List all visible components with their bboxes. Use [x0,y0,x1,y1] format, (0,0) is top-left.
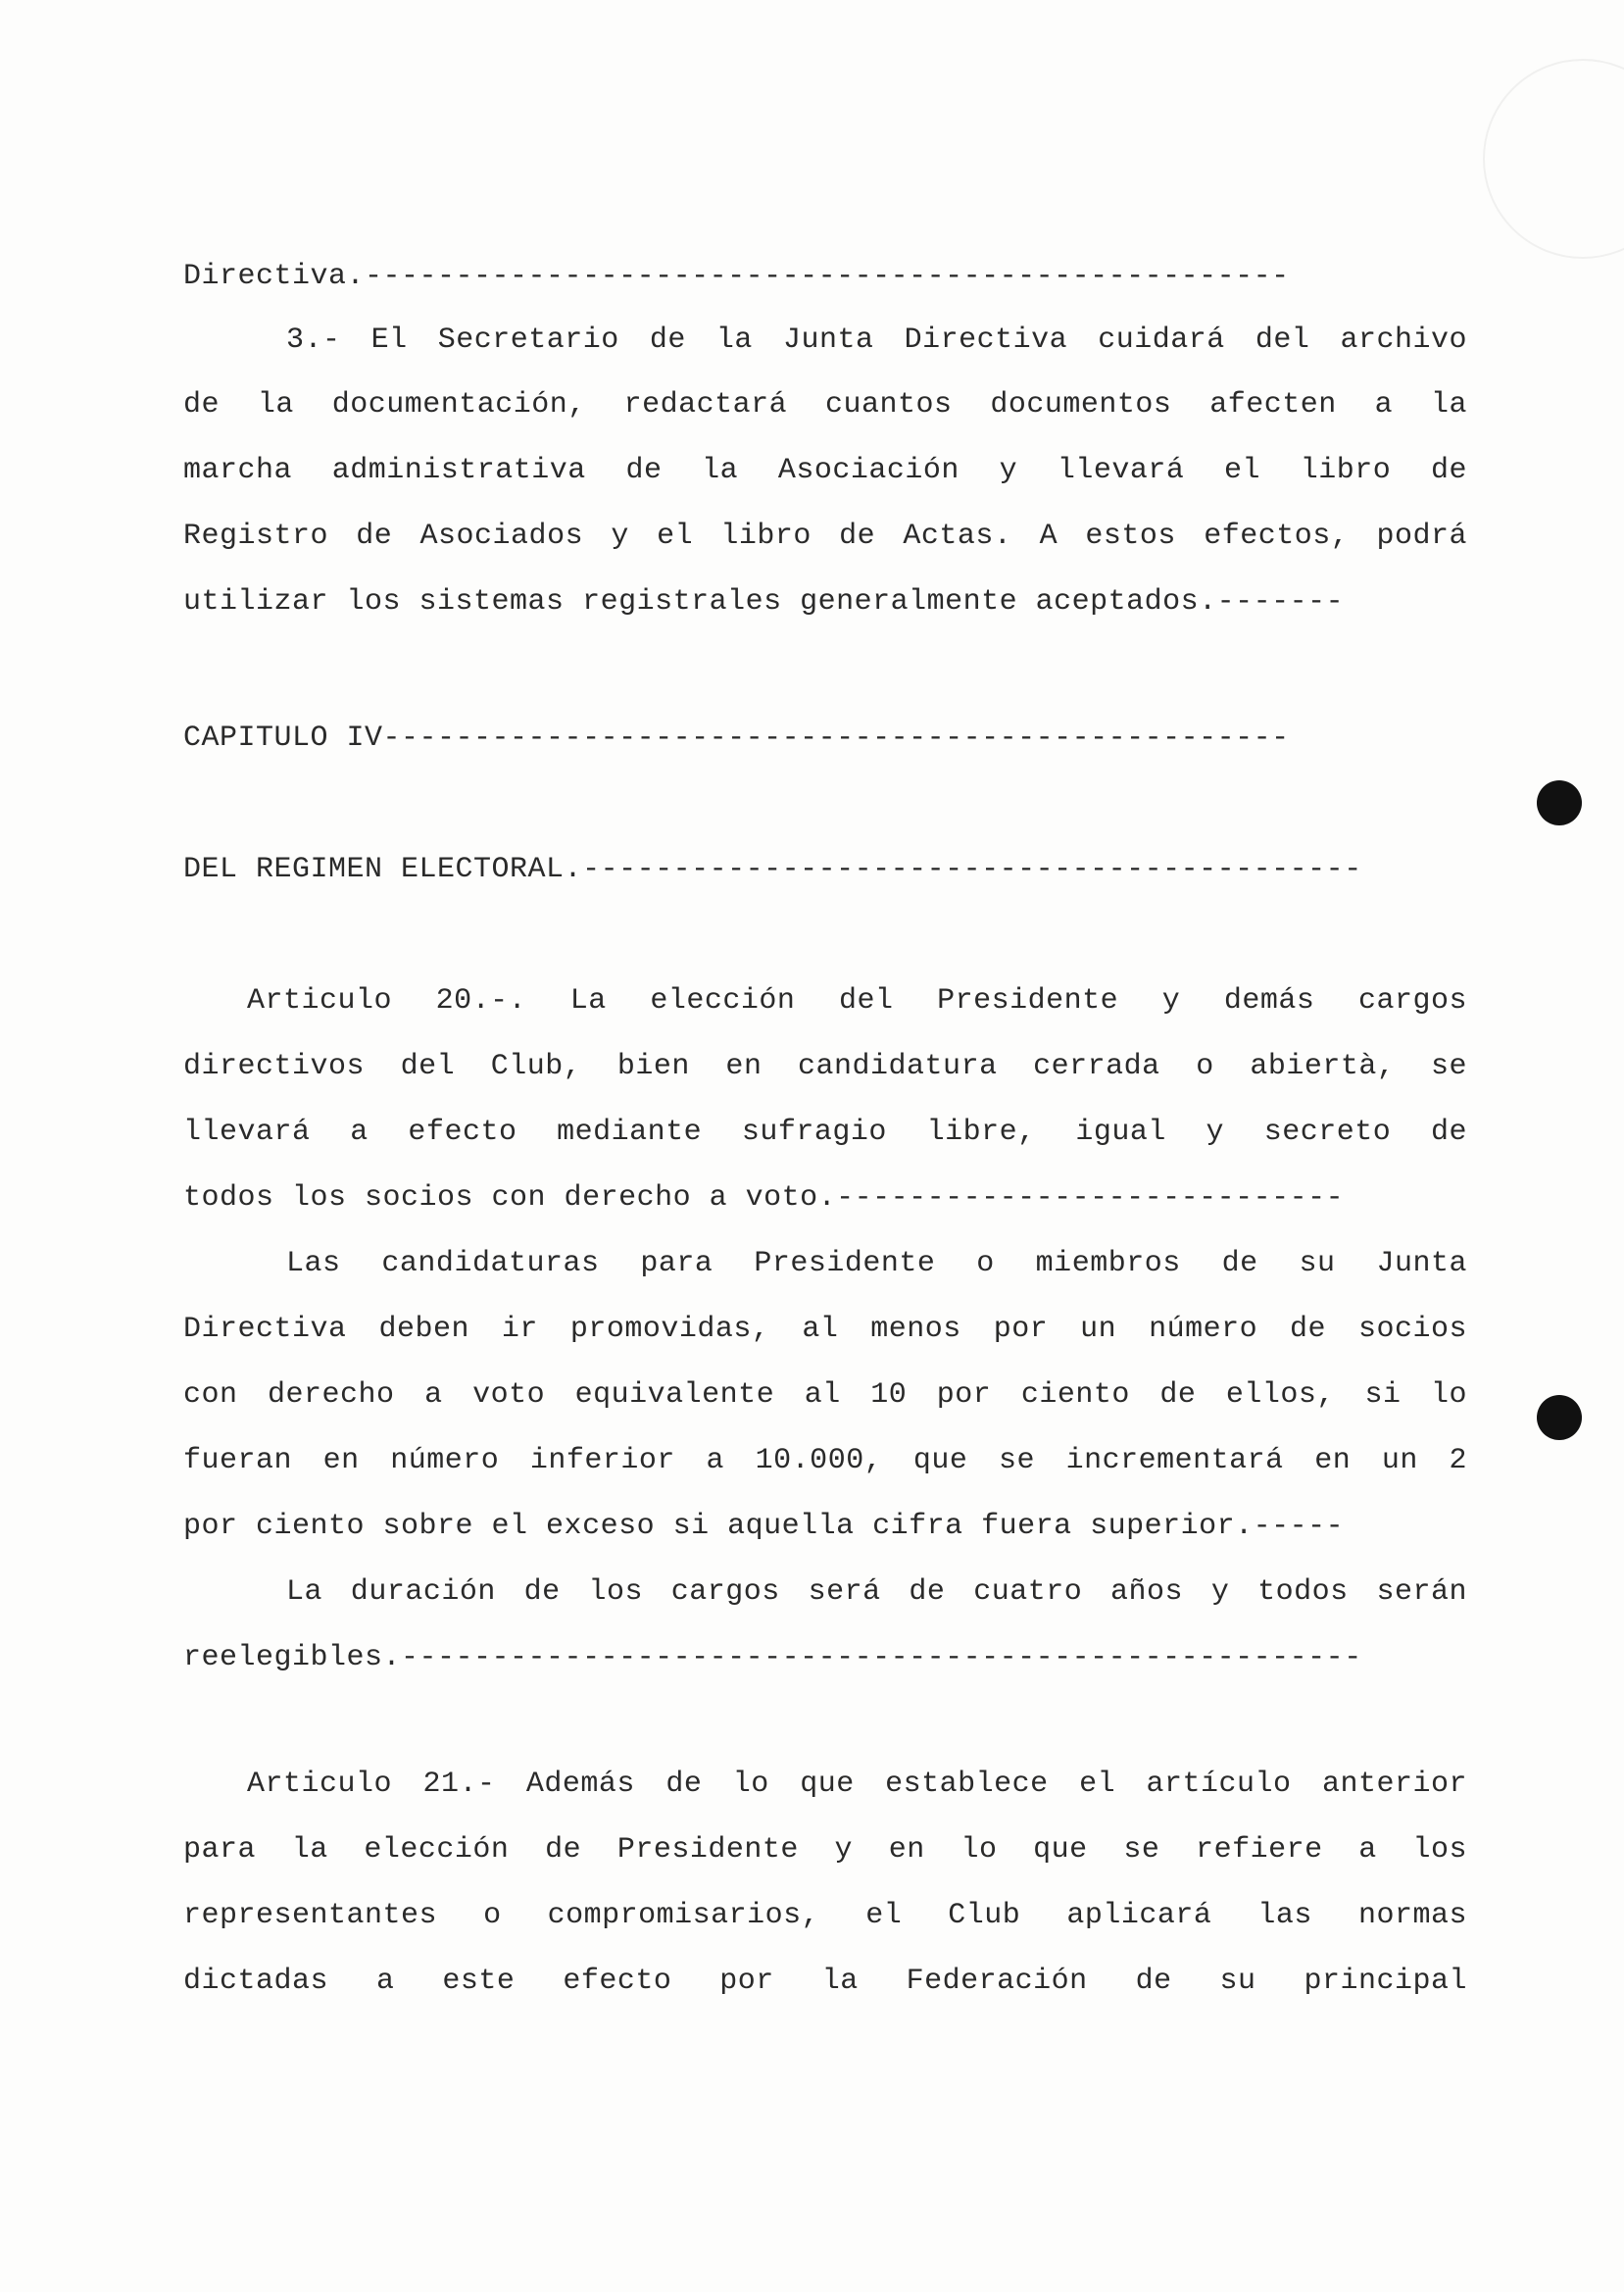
text-line: llevará a efecto mediante sufragio libre, igual y secreto de [183,1116,1467,1149]
faint-stamp-mark [1483,59,1624,259]
punch-hole [1537,1395,1582,1440]
text-line: dictadas a este efecto por la Federación de su principal [183,1965,1467,1998]
text-line: para la elección de Presidente y en lo que se refiere a los [183,1833,1467,1867]
text-line: utilizar los sistemas registrales generalmente aceptados.------- [183,585,1345,619]
text-line: marcha administrativa de la Asociación y llevará el libro de [183,454,1467,487]
text-line: Directiva deben ir promovidas, al menos por un número de socios [183,1313,1467,1346]
text-line: todos los socios con derecho a voto.---------------------------- [183,1181,1345,1215]
text-line: La duración de los cargos será de cuatro años y todos serán [286,1575,1467,1609]
text-line: Directiva.--------------------------------------------------- [183,260,1290,293]
text-line: 3.- El Secretario de la Junta Directiva cuidará del archivo [286,324,1467,357]
text-line: Registro de Asociados y el libro de Actas. A estos efectos, podrá [183,520,1467,553]
text-line: Articulo 21.- Además de lo que establece el artículo anterior [247,1768,1467,1801]
text-line: representantes o compromisarios, el Club aplicará las normas [183,1899,1467,1932]
text-line: Las candidaturas para Presidente o miembros de su Junta [286,1247,1467,1280]
text-line: de la documentación, redactará cuantos documentos afecten a la [183,388,1467,422]
text-line: con derecho a voto equivalente al 10 por ciento de ellos, si lo [183,1378,1467,1412]
chapter-subheading: DEL REGIMEN ELECTORAL.------------------------------------------- [183,853,1362,886]
chapter-heading: CAPITULO IV-------------------------------------------------- [183,722,1290,755]
text-line: fueran en número inferior a 10.000, que se incrementará en un 2 [183,1444,1467,1477]
punch-hole [1537,780,1582,825]
text-line: por ciento sobre el exceso si aquella cifra fuera superior.----- [183,1510,1345,1543]
text-line: directivos del Club, bien en candidatura cerrada o abiertà, se [183,1050,1467,1083]
text-line: reelegibles.----------------------------------------------------- [183,1641,1362,1674]
text-line: Articulo 20.-. La elección del Presidente y demás cargos [247,984,1467,1018]
